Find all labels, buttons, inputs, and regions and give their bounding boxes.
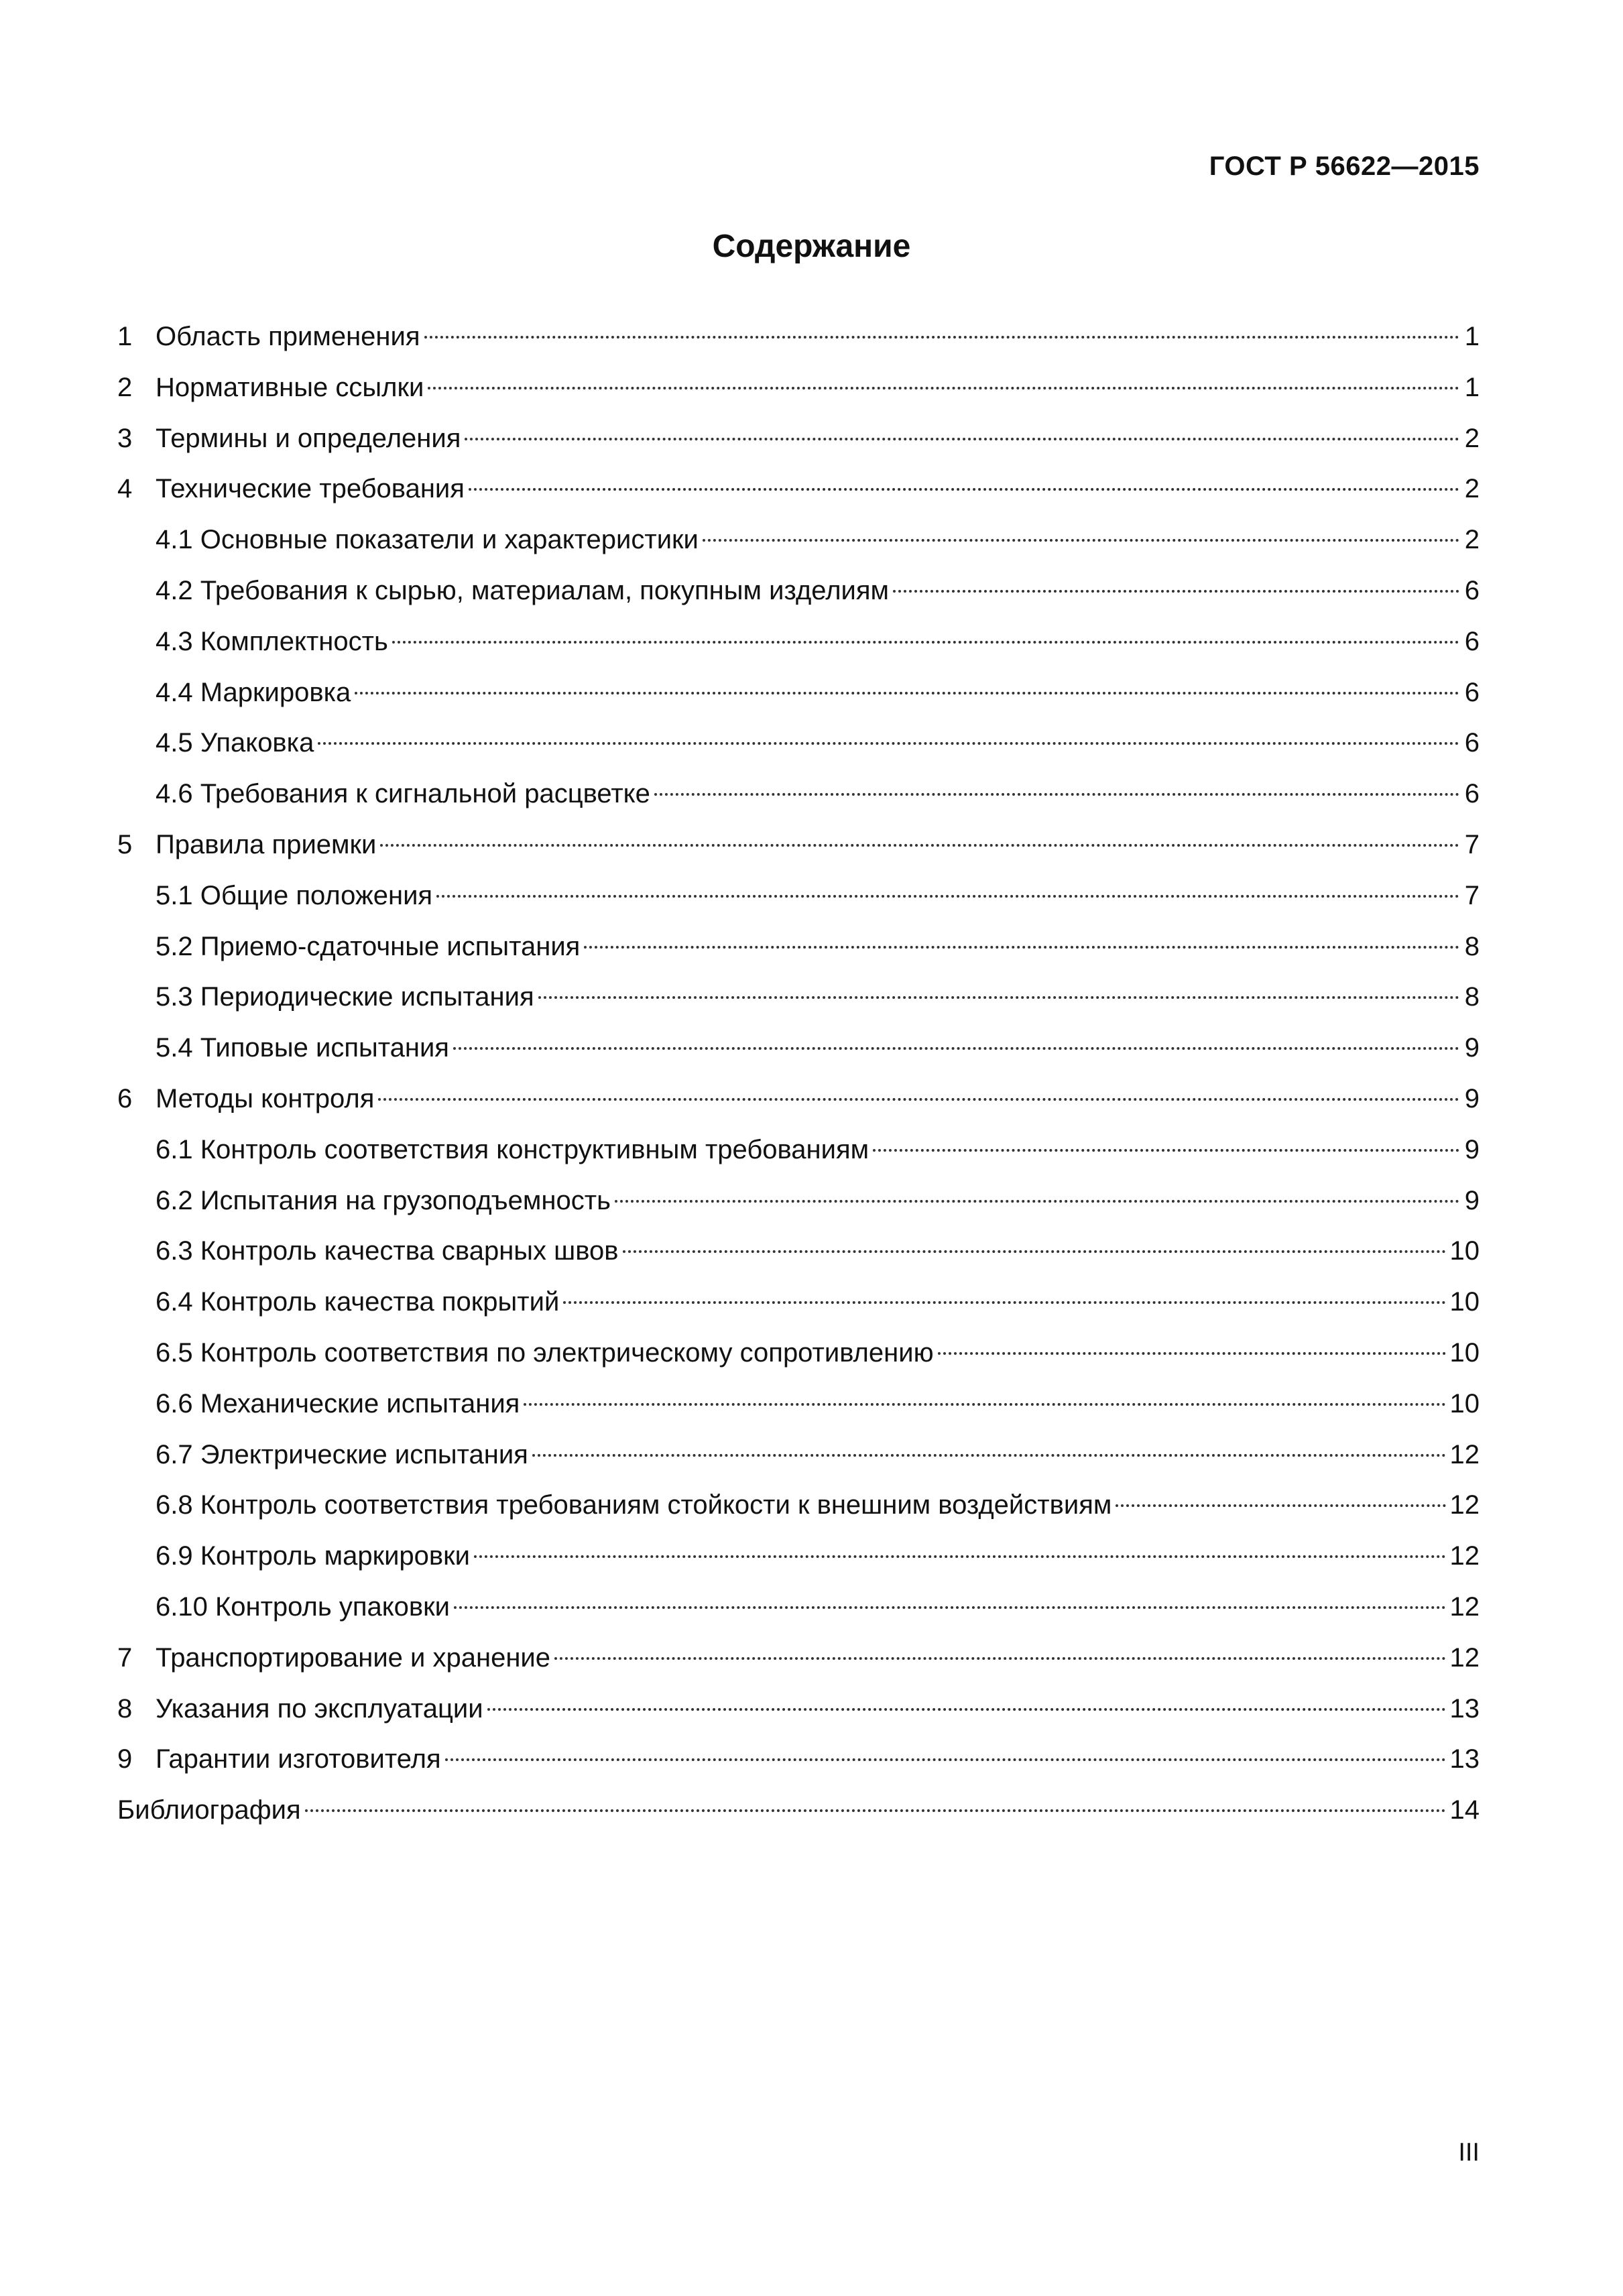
toc-entry-page: 10 (1449, 1388, 1480, 1418)
toc-entry[interactable] (117, 820, 1480, 871)
toc-entry-number: 6 (117, 1083, 133, 1113)
toc-dot-leader (424, 336, 1459, 339)
toc-dot-leader (305, 1809, 1446, 1812)
toc-entry[interactable] (117, 414, 1480, 465)
toc-entry-page: 12 (1449, 1541, 1480, 1571)
toc-entry-page: 6 (1464, 575, 1480, 605)
toc-entry-title: 4.5 Упаковка (156, 728, 314, 758)
toc-entry[interactable] (117, 718, 1480, 769)
toc-entry-title: 6.10 Контроль упаковки (156, 1591, 450, 1622)
toc-entry-page: 12 (1449, 1490, 1480, 1520)
toc-dot-leader (469, 488, 1459, 491)
toc-dot-leader (318, 742, 1459, 745)
toc-entry-title: Методы контроля (156, 1083, 375, 1113)
toc-dot-leader (378, 1098, 1459, 1101)
toc-dot-leader (445, 1758, 1446, 1761)
toc-entry-page: 8 (1464, 982, 1480, 1012)
toc-entry-title: 6.9 Контроль маркировки (156, 1541, 471, 1571)
toc-entry-title: Нормативные ссылки (156, 372, 424, 402)
toc-dot-leader (563, 1301, 1445, 1304)
toc-entry-title: 6.2 Испытания на грузоподъемность (156, 1185, 611, 1215)
toc-entry-title: Правила приемки (156, 829, 377, 859)
toc-entry-title: 5.2 Приемо-сдаточные испытания (156, 931, 581, 961)
toc-dot-leader (487, 1708, 1446, 1711)
toc-entry-title: Область применения (156, 322, 420, 351)
toc-entry[interactable] (117, 1734, 1480, 1785)
toc-entry[interactable] (117, 1125, 1480, 1176)
toc-dot-leader (524, 1403, 1445, 1406)
toc-entry-page: 7 (1464, 880, 1480, 910)
toc-entry-page: 9 (1464, 1185, 1480, 1215)
toc-entry-title: 6.1 Контроль соответствия конструктивным требованиям (156, 1134, 869, 1164)
toc-entry-number: 2 (117, 372, 133, 402)
toc-entry-page: 2 (1464, 525, 1480, 555)
toc-dot-leader (938, 1352, 1446, 1355)
toc-dot-leader (454, 1606, 1445, 1609)
toc-entry[interactable] (117, 1480, 1480, 1531)
toc-entry-number: 8 (117, 1693, 133, 1724)
toc-entry-title: Указания по эксплуатации (156, 1693, 483, 1724)
toc-entry-number: 5 (117, 829, 133, 859)
toc-entry[interactable] (117, 1684, 1480, 1735)
toc-entry[interactable] (117, 1531, 1480, 1582)
toc-dot-leader (355, 692, 1459, 694)
toc-entry[interactable] (117, 1023, 1480, 1074)
toc-entry[interactable] (117, 464, 1480, 515)
toc-entry[interactable] (117, 1328, 1480, 1379)
toc-dot-leader (703, 539, 1459, 542)
toc-entry[interactable] (117, 871, 1480, 922)
toc-dot-leader (532, 1454, 1446, 1457)
toc-entry-page: 1 (1464, 322, 1480, 351)
toc-entry[interactable] (117, 1430, 1480, 1481)
toc-entry-number: 4 (117, 474, 133, 504)
toc-entry[interactable] (117, 972, 1480, 1023)
toc-entry-number: 7 (117, 1642, 133, 1673)
toc-entry-number: 9 (117, 1744, 133, 1774)
toc-entry[interactable] (117, 1277, 1480, 1328)
toc-entry[interactable] (117, 1176, 1480, 1227)
toc-entry-page: 12 (1449, 1591, 1480, 1622)
toc-entry-title: Термины и определения (156, 423, 461, 453)
page-title: Содержание (712, 229, 911, 264)
toc-entry-title: 4.6 Требования к сигнальной расцветке (156, 779, 650, 809)
toc-entry-page: 6 (1464, 779, 1480, 809)
toc-dot-leader (380, 844, 1459, 847)
toc-entry-page: 10 (1449, 1287, 1480, 1317)
document-code-header: ГОСТ Р 56622—2015 (1209, 152, 1480, 181)
toc-entry-title: 6.7 Электрические испытания (156, 1439, 528, 1469)
toc-entry-page: 6 (1464, 677, 1480, 707)
toc-entry-page: 2 (1464, 423, 1480, 453)
toc-entry[interactable] (117, 617, 1480, 668)
toc-entry-title: 4.4 Маркировка (156, 677, 351, 707)
toc-entry[interactable] (117, 1582, 1480, 1633)
toc-entry[interactable] (117, 1226, 1480, 1277)
toc-dot-leader (873, 1149, 1459, 1152)
toc-entry-page: 9 (1464, 1134, 1480, 1164)
toc-entry[interactable] (117, 515, 1480, 566)
toc-entry-page: 10 (1449, 1236, 1480, 1266)
toc-entry-title: 5.4 Типовые испытания (156, 1033, 449, 1063)
toc-entry-title: Технические требования (156, 474, 465, 504)
toc-entry-number: 3 (117, 423, 133, 453)
toc-entry-page: 13 (1449, 1693, 1480, 1724)
toc-entry-page: 8 (1464, 931, 1480, 961)
toc-entry-number: 1 (117, 322, 133, 351)
toc-entry[interactable] (117, 1379, 1480, 1430)
toc-dot-leader (453, 1047, 1459, 1050)
toc-entry-title: Библиография (117, 1795, 301, 1825)
toc-entry-title: Гарантии изготовителя (156, 1744, 441, 1774)
toc-entry-title: 6.3 Контроль качества сварных швов (156, 1236, 619, 1266)
toc-entry[interactable] (117, 312, 1480, 363)
toc-dot-leader (554, 1657, 1445, 1660)
toc-dot-leader (474, 1555, 1445, 1558)
toc-entry[interactable] (117, 363, 1480, 414)
toc-entry[interactable] (117, 1785, 1480, 1836)
toc-entry-title: 6.4 Контроль качества покрытий (156, 1287, 560, 1317)
toc-entry-page: 12 (1449, 1642, 1480, 1673)
table-of-contents (117, 312, 1480, 1836)
toc-dot-leader (1116, 1504, 1445, 1507)
toc-entry[interactable] (117, 769, 1480, 820)
toc-entry[interactable] (117, 566, 1480, 617)
toc-dot-leader (615, 1200, 1459, 1203)
toc-entry-title: 4.1 Основные показатели и характеристики (156, 525, 699, 555)
toc-entry-page: 14 (1449, 1795, 1480, 1825)
toc-entry-page: 2 (1464, 474, 1480, 504)
toc-entry-page: 6 (1464, 728, 1480, 758)
toc-entry-title: 4.2 Требования к сырью, материалам, покупным изделиям (156, 575, 890, 605)
toc-dot-leader (538, 996, 1459, 999)
toc-entry-title: 6.8 Контроль соответствия требованиям стойкости к внешним воздействиям (156, 1490, 1112, 1520)
toc-entry[interactable] (117, 668, 1480, 719)
toc-entry-page: 9 (1464, 1083, 1480, 1113)
toc-dot-leader (584, 946, 1459, 949)
toc-entry-title: 5.1 Общие положения (156, 880, 433, 910)
toc-dot-leader (654, 793, 1459, 796)
toc-entry[interactable] (117, 1633, 1480, 1684)
toc-dot-leader (623, 1250, 1446, 1253)
toc-dot-leader (436, 895, 1459, 898)
toc-entry-page: 1 (1464, 372, 1480, 402)
page-number: III (1458, 2138, 1480, 2167)
toc-entry-page: 7 (1464, 829, 1480, 859)
toc-entry-page: 6 (1464, 626, 1480, 656)
toc-entry-title: 6.6 Механические испытания (156, 1388, 520, 1418)
toc-entry-page: 13 (1449, 1744, 1480, 1774)
toc-entry[interactable] (117, 1074, 1480, 1125)
toc-entry[interactable] (117, 922, 1480, 973)
toc-dot-leader (428, 387, 1459, 389)
toc-dot-leader (893, 590, 1459, 593)
toc-entry-title: 6.5 Контроль соответствия по электрическому сопротивлению (156, 1337, 934, 1368)
toc-entry-title: 4.3 Комплектность (156, 626, 388, 656)
toc-dot-leader (465, 438, 1459, 440)
toc-entry-page: 9 (1464, 1033, 1480, 1063)
toc-entry-title: 5.3 Периодические испытания (156, 982, 534, 1012)
toc-entry-page: 12 (1449, 1439, 1480, 1469)
toc-entry-page: 10 (1449, 1337, 1480, 1368)
toc-dot-leader (392, 641, 1459, 644)
toc-entry-title: Транспортирование и хранение (156, 1642, 551, 1673)
